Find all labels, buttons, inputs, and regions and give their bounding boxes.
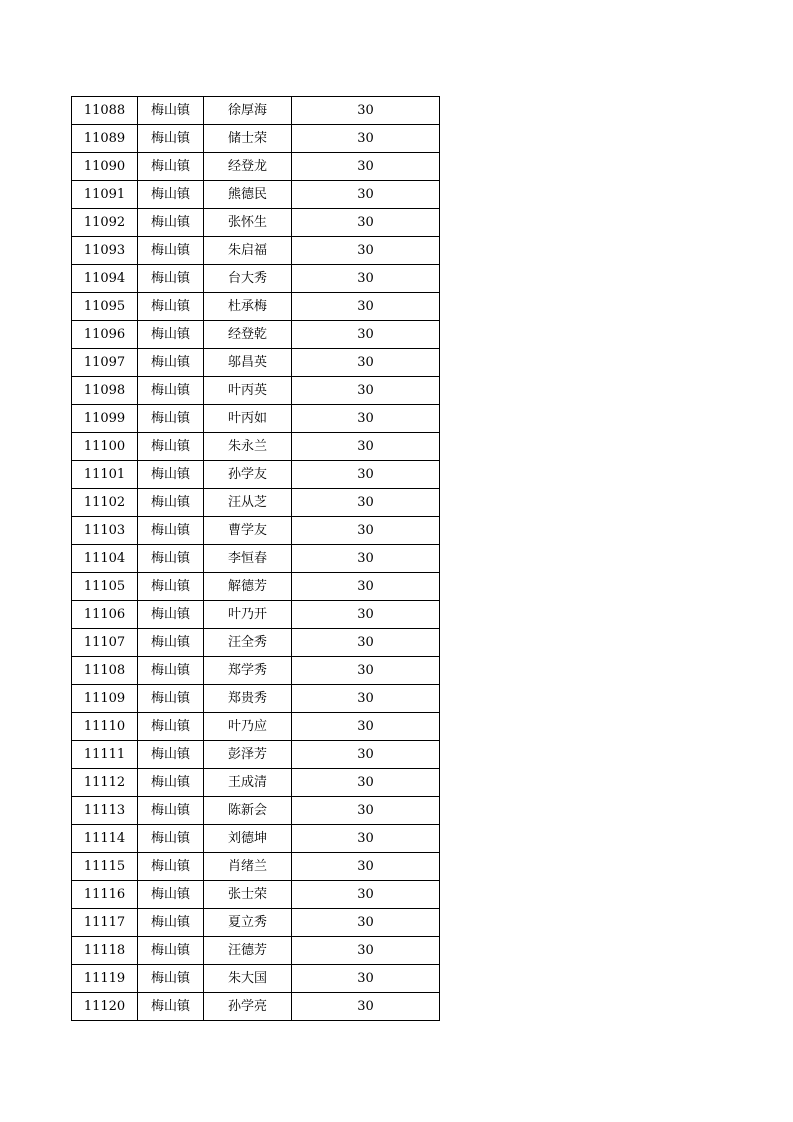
table-row: [72, 797, 440, 825]
row-id-cell: 11101: [72, 461, 138, 489]
row-town-cell: 梅山镇: [138, 685, 204, 713]
row-amount-cell: 30: [292, 909, 440, 937]
table-row: [72, 265, 440, 293]
data-table: [71, 96, 440, 1021]
table-row: [72, 517, 440, 545]
row-town-cell: 梅山镇: [138, 965, 204, 993]
row-name-cell: 叶丙如: [204, 405, 292, 433]
table-row: [72, 97, 440, 125]
row-amount-cell: 30: [292, 489, 440, 517]
table-row: [72, 405, 440, 433]
row-name-cell: 熊德民: [204, 181, 292, 209]
row-amount-cell: 30: [292, 769, 440, 797]
table-row: [72, 489, 440, 517]
table-row: [72, 965, 440, 993]
row-name-cell: 王成清: [204, 769, 292, 797]
row-amount-cell: 30: [292, 97, 440, 125]
row-name-cell: 汪德芳: [204, 937, 292, 965]
row-amount-cell: 30: [292, 517, 440, 545]
row-amount-cell: 30: [292, 825, 440, 853]
row-id-cell: 11092: [72, 209, 138, 237]
row-name-cell: 郑贵秀: [204, 685, 292, 713]
table-body: [72, 97, 440, 1021]
row-name-cell: 陈新会: [204, 797, 292, 825]
row-id-cell: 11110: [72, 713, 138, 741]
row-town-cell: 梅山镇: [138, 601, 204, 629]
row-amount-cell: 30: [292, 293, 440, 321]
row-town-cell: 梅山镇: [138, 657, 204, 685]
row-amount-cell: 30: [292, 181, 440, 209]
row-town-cell: 梅山镇: [138, 853, 204, 881]
row-name-cell: 夏立秀: [204, 909, 292, 937]
row-amount-cell: 30: [292, 881, 440, 909]
row-id-cell: 11116: [72, 881, 138, 909]
row-amount-cell: 30: [292, 713, 440, 741]
table-row: [72, 685, 440, 713]
row-name-cell: 朱启福: [204, 237, 292, 265]
row-name-cell: 杜承梅: [204, 293, 292, 321]
row-town-cell: 梅山镇: [138, 741, 204, 769]
row-id-cell: 11095: [72, 293, 138, 321]
row-id-cell: 11091: [72, 181, 138, 209]
row-name-cell: 刘德坤: [204, 825, 292, 853]
table-row: [72, 321, 440, 349]
table-row: [72, 993, 440, 1021]
row-name-cell: 曹学友: [204, 517, 292, 545]
row-name-cell: 储士荣: [204, 125, 292, 153]
row-amount-cell: 30: [292, 125, 440, 153]
table-row: [72, 629, 440, 657]
table-row: [72, 909, 440, 937]
row-town-cell: 梅山镇: [138, 825, 204, 853]
table-row: [72, 349, 440, 377]
row-name-cell: 郑学秀: [204, 657, 292, 685]
table-row: [72, 769, 440, 797]
row-id-cell: 11088: [72, 97, 138, 125]
row-name-cell: 张士荣: [204, 881, 292, 909]
row-town-cell: 梅山镇: [138, 405, 204, 433]
row-amount-cell: 30: [292, 797, 440, 825]
row-amount-cell: 30: [292, 349, 440, 377]
row-town-cell: 梅山镇: [138, 209, 204, 237]
row-id-cell: 11098: [72, 377, 138, 405]
row-id-cell: 11115: [72, 853, 138, 881]
row-amount-cell: 30: [292, 629, 440, 657]
row-id-cell: 11093: [72, 237, 138, 265]
row-amount-cell: 30: [292, 573, 440, 601]
row-amount-cell: 30: [292, 237, 440, 265]
row-town-cell: 梅山镇: [138, 769, 204, 797]
table-row: [72, 433, 440, 461]
table-row: [72, 741, 440, 769]
row-id-cell: 11118: [72, 937, 138, 965]
row-town-cell: 梅山镇: [138, 881, 204, 909]
row-name-cell: 彭泽芳: [204, 741, 292, 769]
row-town-cell: 梅山镇: [138, 937, 204, 965]
row-id-cell: 11094: [72, 265, 138, 293]
row-name-cell: 张怀生: [204, 209, 292, 237]
row-town-cell: 梅山镇: [138, 461, 204, 489]
table-row: [72, 293, 440, 321]
row-town-cell: 梅山镇: [138, 993, 204, 1021]
table-row: [72, 237, 440, 265]
row-town-cell: 梅山镇: [138, 181, 204, 209]
row-id-cell: 11100: [72, 433, 138, 461]
row-id-cell: 11089: [72, 125, 138, 153]
row-town-cell: 梅山镇: [138, 377, 204, 405]
table-row: [72, 377, 440, 405]
table-row: [72, 181, 440, 209]
row-id-cell: 11119: [72, 965, 138, 993]
row-town-cell: 梅山镇: [138, 517, 204, 545]
row-town-cell: 梅山镇: [138, 265, 204, 293]
row-name-cell: 解德芳: [204, 573, 292, 601]
row-name-cell: 孙学友: [204, 461, 292, 489]
row-amount-cell: 30: [292, 741, 440, 769]
row-amount-cell: 30: [292, 657, 440, 685]
row-name-cell: 叶丙英: [204, 377, 292, 405]
row-id-cell: 11102: [72, 489, 138, 517]
row-town-cell: 梅山镇: [138, 629, 204, 657]
row-amount-cell: 30: [292, 405, 440, 433]
row-id-cell: 11109: [72, 685, 138, 713]
row-town-cell: 梅山镇: [138, 153, 204, 181]
row-name-cell: 经登乾: [204, 321, 292, 349]
row-id-cell: 11097: [72, 349, 138, 377]
row-amount-cell: 30: [292, 461, 440, 489]
row-name-cell: 徐厚海: [204, 97, 292, 125]
table-row: [72, 937, 440, 965]
row-amount-cell: 30: [292, 433, 440, 461]
row-town-cell: 梅山镇: [138, 237, 204, 265]
row-id-cell: 11111: [72, 741, 138, 769]
row-name-cell: 邬昌英: [204, 349, 292, 377]
table-row: [72, 545, 440, 573]
row-amount-cell: 30: [292, 601, 440, 629]
row-id-cell: 11107: [72, 629, 138, 657]
row-id-cell: 11108: [72, 657, 138, 685]
row-name-cell: 汪全秀: [204, 629, 292, 657]
row-name-cell: 叶乃应: [204, 713, 292, 741]
row-amount-cell: 30: [292, 321, 440, 349]
row-amount-cell: 30: [292, 685, 440, 713]
row-name-cell: 孙学亮: [204, 993, 292, 1021]
row-town-cell: 梅山镇: [138, 489, 204, 517]
row-amount-cell: 30: [292, 965, 440, 993]
row-id-cell: 11113: [72, 797, 138, 825]
row-town-cell: 梅山镇: [138, 433, 204, 461]
row-name-cell: 叶乃开: [204, 601, 292, 629]
row-town-cell: 梅山镇: [138, 293, 204, 321]
row-id-cell: 11105: [72, 573, 138, 601]
row-town-cell: 梅山镇: [138, 545, 204, 573]
row-amount-cell: 30: [292, 265, 440, 293]
row-name-cell: 经登龙: [204, 153, 292, 181]
row-id-cell: 11117: [72, 909, 138, 937]
row-id-cell: 11120: [72, 993, 138, 1021]
row-id-cell: 11099: [72, 405, 138, 433]
table-row: [72, 153, 440, 181]
row-town-cell: 梅山镇: [138, 97, 204, 125]
row-amount-cell: 30: [292, 993, 440, 1021]
row-amount-cell: 30: [292, 153, 440, 181]
row-town-cell: 梅山镇: [138, 125, 204, 153]
row-id-cell: 11096: [72, 321, 138, 349]
table-row: [72, 713, 440, 741]
row-amount-cell: 30: [292, 853, 440, 881]
table-row: [72, 573, 440, 601]
row-name-cell: 台大秀: [204, 265, 292, 293]
table-row: [72, 461, 440, 489]
row-town-cell: 梅山镇: [138, 797, 204, 825]
row-town-cell: 梅山镇: [138, 909, 204, 937]
row-id-cell: 11112: [72, 769, 138, 797]
row-town-cell: 梅山镇: [138, 573, 204, 601]
row-id-cell: 11090: [72, 153, 138, 181]
row-town-cell: 梅山镇: [138, 713, 204, 741]
row-name-cell: 肖绪兰: [204, 853, 292, 881]
table-row: [72, 657, 440, 685]
row-town-cell: 梅山镇: [138, 321, 204, 349]
row-amount-cell: 30: [292, 545, 440, 573]
table-row: [72, 125, 440, 153]
row-amount-cell: 30: [292, 377, 440, 405]
row-name-cell: 朱永兰: [204, 433, 292, 461]
row-amount-cell: 30: [292, 937, 440, 965]
row-id-cell: 11114: [72, 825, 138, 853]
row-name-cell: 汪从芝: [204, 489, 292, 517]
row-town-cell: 梅山镇: [138, 349, 204, 377]
table-row: [72, 853, 440, 881]
table-row: [72, 209, 440, 237]
table-row: [72, 601, 440, 629]
row-id-cell: 11104: [72, 545, 138, 573]
table-row: [72, 881, 440, 909]
row-id-cell: 11106: [72, 601, 138, 629]
row-id-cell: 11103: [72, 517, 138, 545]
table-row: [72, 825, 440, 853]
row-amount-cell: 30: [292, 209, 440, 237]
row-name-cell: 李恒春: [204, 545, 292, 573]
row-name-cell: 朱大国: [204, 965, 292, 993]
